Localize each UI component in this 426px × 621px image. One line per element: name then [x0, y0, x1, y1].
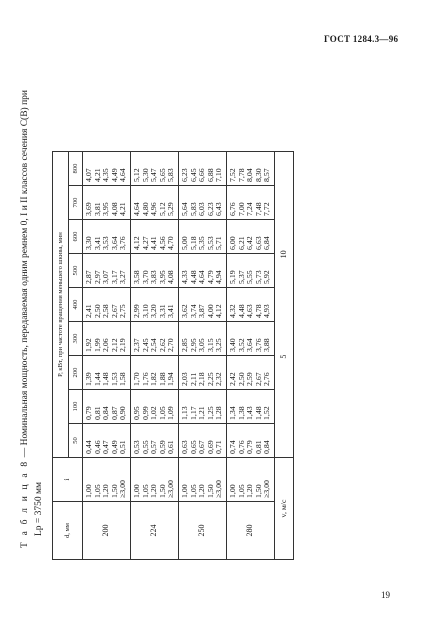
power-cell: 4,32 4,48 4,63 4,78 4,93: [227, 288, 275, 322]
power-header: P, кВт, при частоте вращения меньшего шкива, мин: [53, 152, 69, 458]
power-cell: 2,87 2,97 3,07 3,17 3,27: [83, 254, 131, 288]
power-cell: 2,42 2,50 2,59 2,67 2,76: [227, 356, 275, 390]
diameter-cell: 280: [227, 502, 275, 560]
power-cell: 3,69 3,81 3,95 4,08 4,21: [83, 186, 131, 220]
power-cell: 2,37 2,45 2,54 2,62 2,70: [131, 322, 179, 356]
diameter-cell: 200: [83, 502, 131, 560]
power-cell: 2,41 2,50 2,58 2,67 2,75: [83, 288, 131, 322]
power-cell: 4,12 4,27 4,41 4,56 4,70: [131, 220, 179, 254]
ratio-cell: 1,00 1,05 1,20 1,50 ≥3,00: [83, 458, 131, 502]
power-cell: 3,40 3,52 3,64 3,76 3,88: [227, 322, 275, 356]
power-cell: 0,95 0,99 1,02 1,05 1,09: [131, 390, 179, 424]
table-row: [179, 152, 227, 560]
rpm-header: 50: [69, 424, 83, 458]
power-cell: 3,30 3,41 3,53 3,64 3,76: [83, 220, 131, 254]
power-cell: 0,74 0,76 0,79 0,81 0,84: [227, 424, 275, 458]
power-cell: 5,12 5,30 5,47 5,65 5,83: [131, 152, 179, 186]
power-cell: 1,34 1,38 1,43 1,48 1,52: [227, 390, 275, 424]
power-cell: 3,62 3,74 3,87 4,00 4,12: [179, 288, 227, 322]
power-cell: 0,53 0,55 0,57 0,59 0,61: [131, 424, 179, 458]
power-cell: 4,07 4,21 4,35 4,49 4,64: [83, 152, 131, 186]
rpm-header: 100: [69, 390, 83, 424]
speed-tick: 5: [278, 354, 288, 359]
table-title: — Номинальная мощность, передаваемая одним ремнем 0, I и II классов сечения С(В) при: [20, 90, 30, 458]
table-row: [227, 152, 275, 560]
speed-row: [275, 152, 294, 560]
speed-tick: 10: [278, 250, 288, 259]
power-cell: 3,58 3,70 3,83 3,95 4,08: [131, 254, 179, 288]
power-table: [52, 151, 294, 560]
speed-label: v, м/с: [275, 458, 294, 560]
power-cell: 1,92 1,99 2,06 2,12 2,19: [83, 322, 131, 356]
rpm-header: 600: [69, 220, 83, 254]
table-caption: [18, 38, 46, 548]
power-cell: 0,79 0,81 0,84 0,87 0,90: [83, 390, 131, 424]
power-cell: 2,99 3,10 3,20 3,31 3,41: [131, 288, 179, 322]
power-cell: 2,03 2,11 2,18 2,25 2,32: [179, 356, 227, 390]
speed-axis: [275, 152, 294, 458]
rpm-header: 300: [69, 322, 83, 356]
rpm-header: 400: [69, 288, 83, 322]
ratio-cell: 1,00 1,05 1,20 1,50 ≥3,00: [227, 458, 275, 502]
rotated-table-block: [18, 30, 378, 560]
rpm-header: 700: [69, 186, 83, 220]
power-cell: 0,44 0,46 0,47 0,49 0,51: [83, 424, 131, 458]
power-cell: 2,85 2,95 3,05 3,15 3,25: [179, 322, 227, 356]
page-number: 19: [381, 590, 390, 600]
power-cell: 1,70 1,76 1,82 1,88 1,94: [131, 356, 179, 390]
power-cell: 6,00 6,21 6,42 6,63 6,84: [227, 220, 275, 254]
power-cell: 1,13 1,17 1,21 1,25 1,28: [179, 390, 227, 424]
diameter-cell: 250: [179, 502, 227, 560]
power-cell: 7,52 7,78 8,04 8,30 8,57: [227, 152, 275, 186]
table-row: [83, 152, 131, 560]
power-cell: 0,63 0,65 0,67 0,69 0,71: [179, 424, 227, 458]
power-cell: 6,76 7,00 7,24 7,48 7,72: [227, 186, 275, 220]
power-cell: 5,00 5,18 5,35 5,53 5,71: [179, 220, 227, 254]
table-label: Т а б л и ц а 8: [20, 459, 30, 548]
power-cell: 4,64 4,80 4,96 5,12 5,29: [131, 186, 179, 220]
power-cell: 6,23 6,45 6,66 6,88 7,10: [179, 152, 227, 186]
diameter-header: d, мм: [53, 502, 83, 560]
diameter-cell: 224: [131, 502, 179, 560]
ratio-cell: 1,00 1,05 1,20 1,50 ≥3,00: [131, 458, 179, 502]
table-row: [131, 152, 179, 560]
rpm-header: 800: [69, 152, 83, 186]
power-cell: 1,39 1,44 1,48 1,53 1,58: [83, 356, 131, 390]
power-cell: 5,64 5,83 6,03 6,23 6,43: [179, 186, 227, 220]
ratio-cell: 1,00 1,05 1,20 1,50 ≥3,00: [179, 458, 227, 502]
power-cell: 5,19 5,37 5,55 5,73 5,92: [227, 254, 275, 288]
rpm-header: 500: [69, 254, 83, 288]
belt-length: Lp = 3750 мм: [34, 481, 44, 536]
power-cell: 4,33 4,48 4,64 4,79 4,94: [179, 254, 227, 288]
rpm-header: 200: [69, 356, 83, 390]
standard-number: ГОСТ 1284.3—96: [324, 34, 399, 44]
ratio-header: i: [53, 458, 83, 502]
